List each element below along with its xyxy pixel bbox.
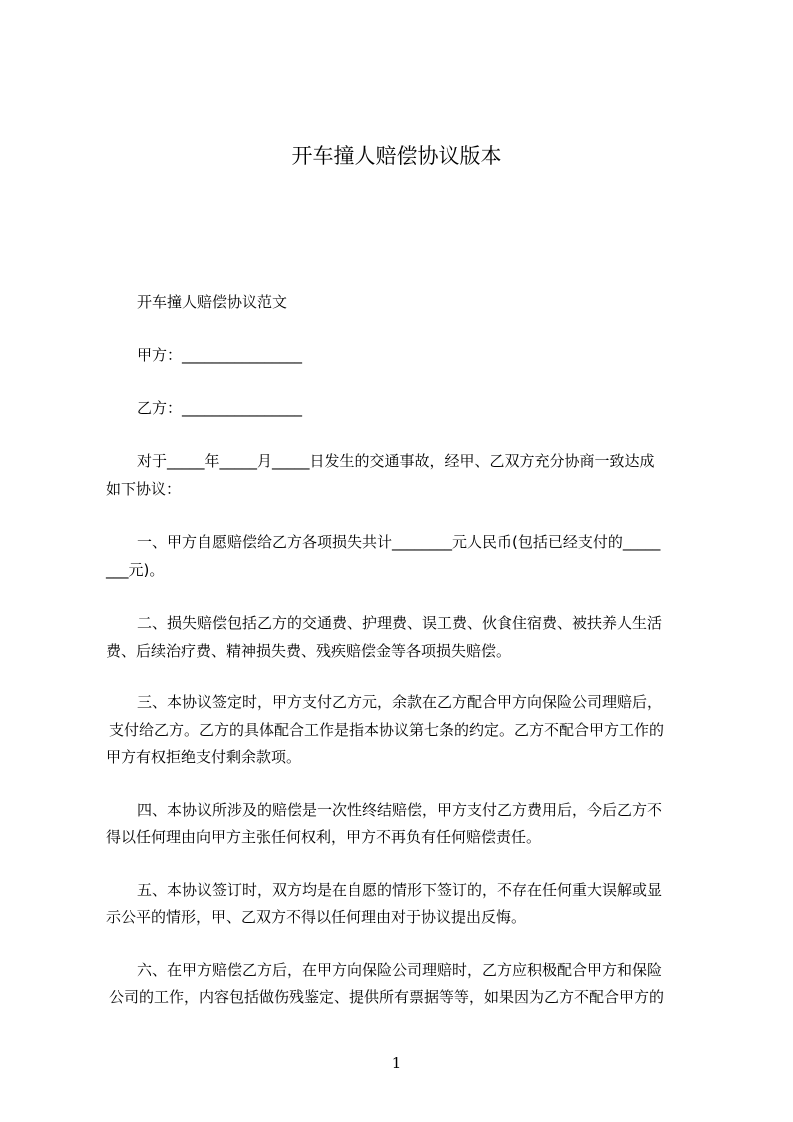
party-b-line: 乙方：________________ [137, 399, 303, 417]
clause-4-line-1: 四、本协议所涉及的赔偿是一次性终结赔偿，甲方支付乙方费用后，今后乙方不 [137, 801, 663, 819]
intro-line-2: 如下协议： [106, 480, 182, 498]
clause-3-line-1: 三、本协议签定时，甲方支付乙方元，余款在乙方配合甲方向保险公司理赔后， [137, 693, 663, 711]
clause-5-line-2: 示公平的情形，甲、乙双方不得以任何理由对于协议提出反悔。 [106, 908, 527, 926]
clause-3-line-3: 甲方有权拒绝支付剩余款项。 [106, 748, 302, 766]
page-number: 1 [391, 1054, 402, 1072]
clause-3-line-2: 支付给乙方。乙方的具体配合工作是指本协议第七条的约定。乙方不配合甲方工作的 [109, 721, 665, 739]
clause-1-line-1: 一、甲方自愿赔偿给乙方各项损失共计________元人民币(包括已经支付的_____ [137, 533, 661, 551]
intro-line-1: 对于_____年_____月_____日发生的交通事故，经甲、乙双方充分协商一致达成 [137, 452, 655, 470]
clause-4-line-2: 得以任何理由向甲方主张任何权利，甲方不再负有任何赔偿责任。 [106, 828, 542, 846]
clause-6-line-2: 公司的工作，内容包括做伤残鉴定、提供所有票据等等，如果因为乙方不配合甲方的 [109, 988, 665, 1006]
clause-1-line-2: ___元)。 [106, 561, 165, 579]
clause-6-line-1: 六、在甲方赔偿乙方后，在甲方向保险公司理赔时，乙方应积极配合甲方和保险 [137, 961, 663, 979]
clause-2-line-2: 费、后续治疗费、精神损失费、残疾赔偿金等各项损失赔偿。 [106, 642, 512, 660]
clause-5-line-1: 五、本协议签订时，双方均是在自愿的情形下签订的，不存在任何重大误解或显 [137, 881, 663, 899]
party-a-line: 甲方：________________ [137, 346, 303, 364]
document-title: 开车撞人赔偿协议版本 [291, 144, 502, 168]
clause-2-line-1: 二、损失赔偿包括乙方的交通费、护理费、误工费、伙食住宿费、被扶养人生活 [137, 614, 663, 632]
subtitle-line: 开车撞人赔偿协议范文 [137, 293, 288, 311]
